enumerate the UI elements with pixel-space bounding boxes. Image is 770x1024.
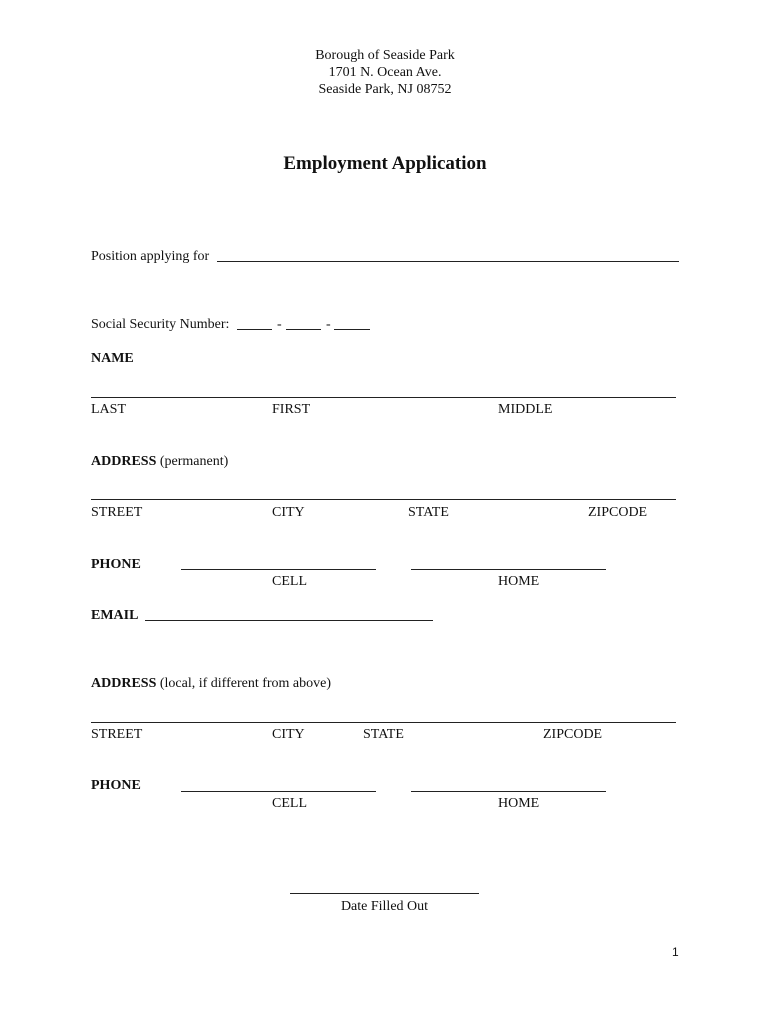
permanent-zip-label: ZIPCODE bbox=[588, 505, 648, 520]
local-zip-label: ZIPCODE bbox=[543, 727, 603, 742]
name-middle-label: MIDDLE bbox=[498, 402, 553, 417]
local-address-field[interactable] bbox=[91, 722, 676, 723]
email-label: EMAIL bbox=[91, 608, 139, 623]
permanent-address-title: ADDRESS bbox=[91, 454, 157, 469]
permanent-address-heading bbox=[91, 453, 228, 470]
local-street-label: STREET bbox=[91, 727, 143, 742]
local-phone-cell-field[interactable] bbox=[181, 791, 376, 792]
ssn-field-3[interactable] bbox=[334, 329, 370, 330]
local-address-title: ADDRESS bbox=[91, 676, 157, 691]
local-address-heading bbox=[91, 675, 331, 692]
name-field[interactable] bbox=[91, 397, 676, 398]
local-phone-home-field[interactable] bbox=[411, 791, 606, 792]
ssn-field-2[interactable] bbox=[286, 329, 321, 330]
local-city-label: CITY bbox=[272, 727, 305, 742]
local-phone-cell-label: CELL bbox=[272, 796, 307, 811]
local-phone-home-label: HOME bbox=[498, 796, 540, 811]
org-street: 1701 N. Ocean Ave. bbox=[328, 65, 442, 80]
ssn-separator-2: - bbox=[326, 317, 331, 332]
name-heading: NAME bbox=[91, 351, 134, 366]
permanent-address-note: (permanent) bbox=[159, 454, 229, 469]
phone-cell-label: CELL bbox=[272, 574, 307, 589]
ssn-separator-1: - bbox=[277, 317, 282, 332]
position-label: Position applying for bbox=[91, 249, 210, 264]
local-state-label: STATE bbox=[363, 727, 404, 742]
org-name: Borough of Seaside Park bbox=[315, 48, 455, 63]
org-city: Seaside Park, NJ 08752 bbox=[318, 82, 452, 97]
date-label: Date Filled Out bbox=[340, 899, 429, 914]
page-number: 1 bbox=[672, 945, 679, 959]
email-field[interactable] bbox=[145, 620, 433, 621]
permanent-street-label: STREET bbox=[91, 505, 143, 520]
position-field[interactable] bbox=[217, 261, 679, 262]
local-address-note: (local, if different from above) bbox=[159, 676, 332, 691]
permanent-city-label: CITY bbox=[272, 505, 305, 520]
local-phone-label: PHONE bbox=[91, 778, 141, 793]
ssn-label: Social Security Number: bbox=[91, 317, 230, 332]
phone-home-label: HOME bbox=[498, 574, 540, 589]
date-field[interactable] bbox=[290, 893, 479, 894]
name-last-label: LAST bbox=[91, 402, 126, 417]
phone-label: PHONE bbox=[91, 557, 141, 572]
ssn-field-1[interactable] bbox=[237, 329, 272, 330]
permanent-state-label: STATE bbox=[408, 505, 449, 520]
phone-cell-field[interactable] bbox=[181, 569, 376, 570]
permanent-address-field[interactable] bbox=[91, 499, 676, 500]
page-title: Employment Application bbox=[283, 153, 487, 174]
name-first-label: FIRST bbox=[272, 402, 311, 417]
phone-home-field[interactable] bbox=[411, 569, 606, 570]
